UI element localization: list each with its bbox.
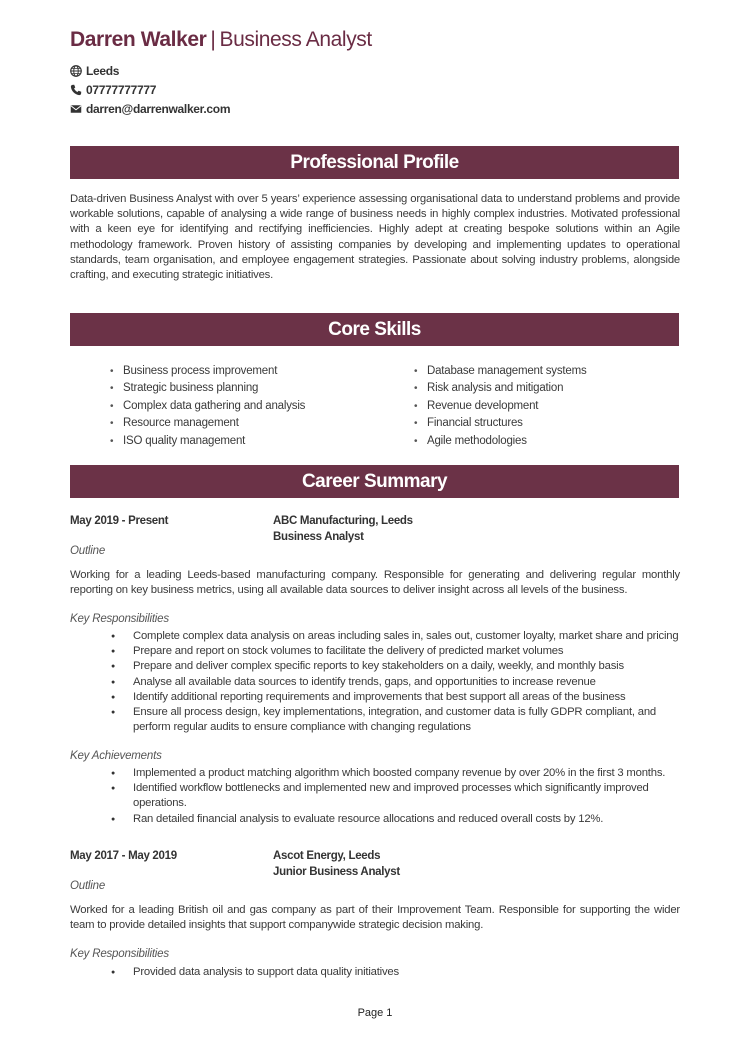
- list-item: ● Analyse all available data sources to identify trends, gaps, and opportunities to increase revenue: [109, 675, 684, 690]
- job-title: Business Analyst: [273, 530, 364, 543]
- job-dates: May 2019 - Present: [70, 515, 169, 527]
- header-separator: |: [210, 28, 216, 51]
- section-banner-skills: Core Skills: [70, 313, 679, 346]
- candidate-name: Darren Walker: [70, 28, 207, 51]
- job-company: ABC Manufacturing, Leeds: [273, 515, 413, 527]
- globe-icon: [70, 65, 82, 77]
- section-banner-career: Career Summary: [70, 465, 679, 498]
- skill-item: • Business process improvement: [110, 363, 305, 380]
- outline-label: Outline: [70, 545, 106, 557]
- list-item: ● Prepare and report on stock volumes to facilitate the delivery of predicted market volumes: [109, 644, 684, 659]
- list-item: ● Prepare and deliver complex specific reports to key stakeholders on a daily, weekly, and monthly basis: [109, 659, 684, 674]
- job-title: Junior Business Analyst: [273, 865, 400, 878]
- job-outline: Working for a leading Leeds-based manufacturing company. Responsible for generating and delivering regular monthly reporting on key business metrics, using all available data sources to deliver insight across all levels of the business.: [70, 569, 680, 597]
- job-dates: May 2017 - May 2019: [70, 850, 177, 862]
- phone-text: 07777777777: [86, 82, 157, 97]
- contact-phone: [70, 80, 230, 99]
- envelope-icon: [70, 103, 82, 115]
- email-text[interactable]: darren@darrenwalker.com: [86, 101, 231, 116]
- job-company: Ascot Energy, Leeds: [273, 850, 381, 862]
- outline-label: Outline: [70, 880, 106, 892]
- responsibilities-label: Key Responsibilities: [70, 948, 169, 960]
- phone-icon: [70, 84, 82, 96]
- responsibilities-label: Key Responsibilities: [70, 613, 169, 625]
- list-item: ● Ran detailed financial analysis to evaluate resource allocations and reduced overall costs by 12%.: [109, 812, 684, 827]
- job-company-block: [273, 849, 400, 880]
- skill-item: • ISO quality management: [110, 433, 305, 450]
- section-banner-profile: Professional Profile: [70, 146, 679, 179]
- list-item: ● Identified workflow bottlenecks and implemented new and improved processes which significantly improved operations.: [109, 781, 684, 811]
- skill-item: • Risk analysis and mitigation: [414, 380, 587, 397]
- job-company-block: [273, 514, 413, 545]
- resume-header: [70, 26, 372, 54]
- contact-location: [70, 61, 230, 80]
- list-item: ● Provided data analysis to support data quality initiatives: [109, 965, 684, 980]
- skill-item: • Agile methodologies: [414, 433, 587, 450]
- contact-email: [70, 99, 230, 118]
- skills-list-right: [414, 363, 587, 450]
- profile-paragraph: Data-driven Business Analyst with over 5 years’ experience assessing organisational data to understand problems and provide workable solutions, capable of analysing a wide range of business needs in highly complex industries. Motivated professional with a keen eye for identifying and rectifying inefficiencies. Highly adept at creating bespoke solutions within an Agile methodology framework. Proven history of assisting companies by developing and implementing updates to operational standards, team organisation, and employee engagement strategies. Passionate about solving industry problems, alongside crafting, and executing strategic initiatives.: [70, 193, 680, 282]
- contact-block: [70, 61, 230, 118]
- list-item: ● Implemented a product matching algorithm which boosted company revenue by over 20% in the first 3 months.: [109, 766, 684, 781]
- achievements-label: Key Achievements: [70, 750, 162, 762]
- candidate-role: Business Analyst: [219, 28, 372, 51]
- skill-item: • Complex data gathering and analysis: [110, 398, 305, 415]
- responsibilities-list: [109, 629, 684, 735]
- location-text: Leeds: [86, 63, 120, 78]
- list-item: ● Identify additional reporting requirements and improvements that best support all areas of the business: [109, 690, 684, 705]
- skill-item: • Revenue development: [414, 398, 587, 415]
- list-item: ● Complete complex data analysis on areas including sales in, sales out, customer loyalty, market share and pricing: [109, 629, 684, 644]
- skills-list-left: [110, 363, 305, 450]
- skill-item: • Resource management: [110, 415, 305, 432]
- responsibilities-list: [109, 965, 684, 980]
- list-item: ● Ensure all process design, key implementations, integration, and customer data is fully GDPR compliant, and perform regular audits to ensure compliance with changing regulations: [109, 705, 684, 735]
- achievements-list: [109, 766, 684, 827]
- skill-item: • Database management systems: [414, 363, 587, 380]
- skill-item: • Financial structures: [414, 415, 587, 432]
- page-number: Page 1: [357, 1007, 393, 1019]
- job-outline: Worked for a leading British oil and gas company as part of their Improvement Team. Responsible for supporting the wider team to provide detailed insights that support companywide strategic decision making.: [70, 904, 680, 932]
- skill-item: • Strategic business planning: [110, 380, 305, 397]
